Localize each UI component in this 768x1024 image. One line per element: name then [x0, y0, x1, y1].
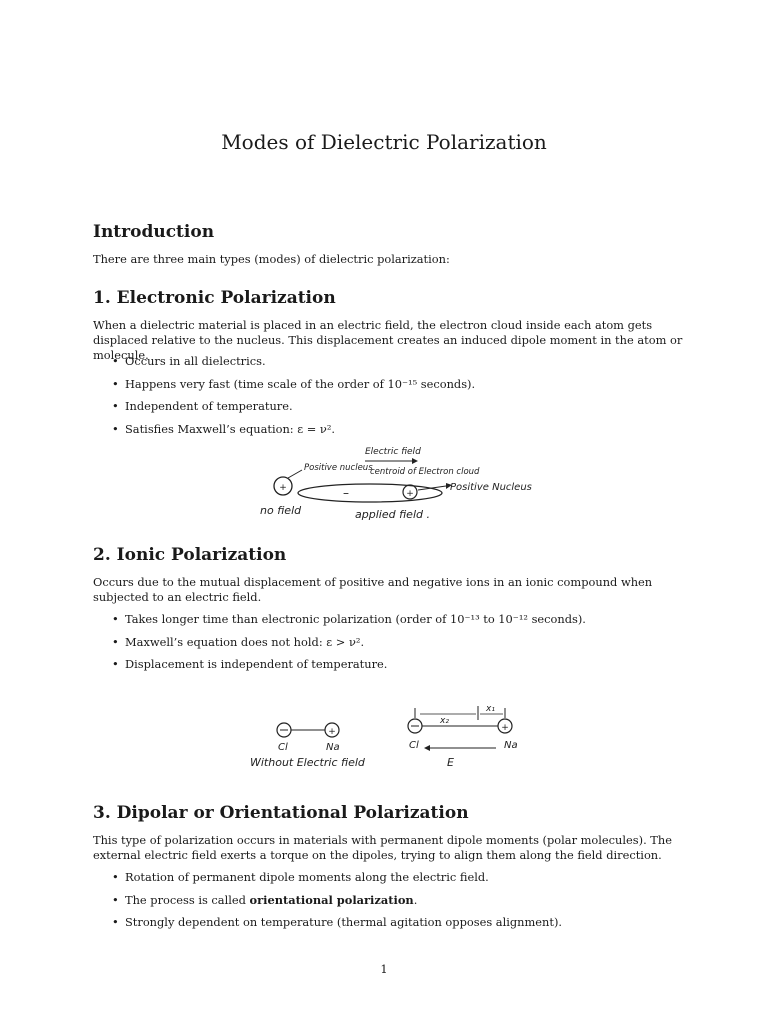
electric-field-label: Electric field	[365, 447, 421, 457]
intro-heading: Introduction	[93, 222, 215, 242]
electron-cloud-ellipse	[298, 484, 442, 502]
na-left-label: Na	[326, 742, 340, 753]
page-number: 1	[380, 962, 388, 976]
list-item: • Occurs in all dielectrics.	[110, 354, 680, 369]
list-item: • Takes longer time than electronic polarization (order of 10⁻¹³ to 10⁻¹² seconds).	[110, 612, 680, 627]
without-field-label: Without Electric field	[250, 756, 365, 769]
bullet-text-end: .	[413, 892, 418, 907]
svg-text:+: +	[279, 483, 287, 493]
list-item: • Strongly dependent on temperature (thermal agitation opposes alignment).	[110, 915, 680, 930]
applied-field-label: applied field .	[355, 508, 430, 521]
svg-text:+: +	[501, 723, 509, 733]
electronic-heading: 1. Electronic Polarization	[93, 288, 336, 308]
electronic-polarization-figure	[240, 438, 540, 528]
ionic-heading: 2. Ionic Polarization	[93, 545, 287, 565]
na-right-label: Na	[504, 740, 518, 751]
dipolar-heading: 3. Dipolar or Orientational Polarization	[93, 803, 469, 823]
positive-nucleus-label: Positive nucleus	[304, 463, 373, 473]
ionic-paragraph: Occurs due to the mutual displacement of positive and negative ions in an ionic compound when subjected to an electric field.	[93, 575, 653, 604]
electronic-bullets	[110, 354, 680, 444]
cl-left-label: Cl	[278, 742, 288, 753]
list-item: • Happens very fast (time scale of the order of 10⁻¹⁵ seconds).	[110, 377, 680, 392]
intro-text: There are three main types (modes) of dielectric polarization:	[93, 252, 450, 266]
bold-term: orientational polarization	[249, 892, 414, 907]
ionic-polarization-figure	[240, 690, 540, 775]
ionic-bullets	[110, 612, 680, 680]
x2-label: x₂	[440, 716, 449, 726]
list-item: • Displacement is independent of temperature.	[110, 657, 680, 672]
dipolar-paragraph: This type of polarization occurs in materials with permanent dipole moments (polar molecules). The external electric field exerts a torque on the dipoles, trying to align them along the field direction.	[93, 833, 672, 862]
svg-text:–: –	[343, 486, 349, 500]
svg-text:+: +	[328, 727, 336, 737]
no-field-label: no field	[260, 504, 302, 517]
svg-text:+: +	[406, 489, 414, 499]
document-title: Modes of Dielectric Polarization	[221, 130, 547, 154]
list-item	[110, 893, 680, 908]
bullet-text: The process is called	[125, 892, 250, 907]
x1-label: x₁	[486, 704, 495, 714]
list-item: • Satisfies Maxwell’s equation: ε = ν².	[110, 422, 680, 437]
list-item: • Maxwell’s equation does not hold: ε > ν².	[110, 635, 680, 650]
cl-right-label: Cl	[409, 740, 419, 751]
list-item: • Independent of temperature.	[110, 399, 680, 414]
e-label: E	[447, 756, 454, 769]
electronic-paragraph: When a dielectric material is placed in an electric field, the electron cloud inside each atom gets displaced relative to the nucleus. This displacement creates an induced dipole moment in the atom or molecule.	[93, 318, 683, 362]
centroid-label: centroid of Electron cloud	[370, 467, 480, 477]
list-item: • Rotation of permanent dipole moments along the electric field.	[110, 870, 680, 885]
positive-nucleus-right-label: Positive Nucleus	[450, 482, 532, 493]
dipolar-bullets	[110, 870, 680, 938]
